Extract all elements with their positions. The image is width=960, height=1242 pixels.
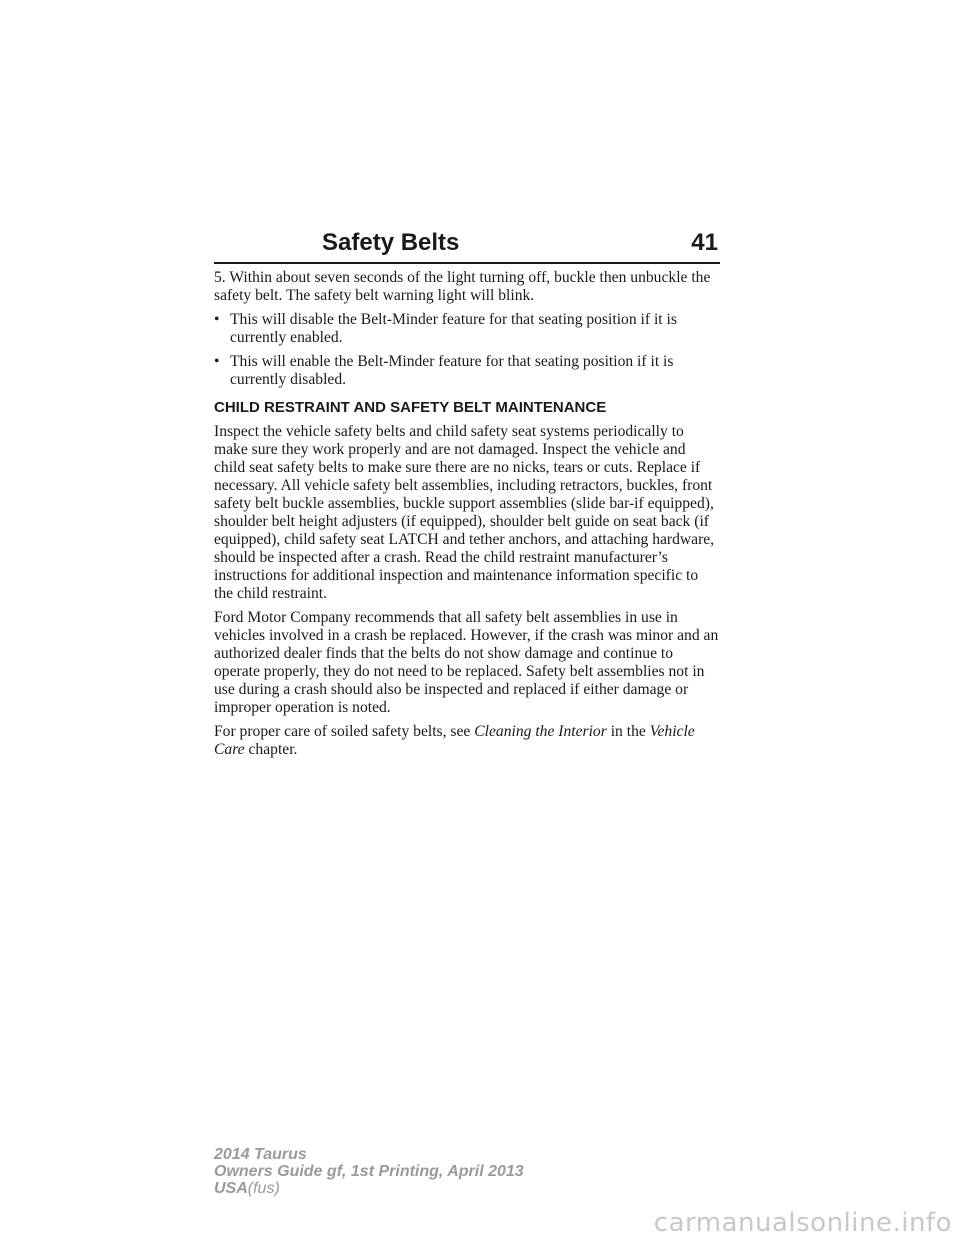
paragraph-3-suffix: chapter. — [248, 741, 298, 758]
bullet-icon: • — [214, 311, 220, 328]
bullet-icon: • — [214, 353, 220, 370]
page-content — [214, 269, 720, 765]
bullet-text: This will disable the Belt-Minder feature for that seating position if it is currently enabled. — [230, 311, 677, 346]
step-5-text: 5. Within about seven seconds of the light turning off, buckle then unbuckle the safety belt. The safety belt warning light will blink. — [214, 269, 711, 304]
cleaning-interior-reference: Cleaning the Interior — [474, 723, 607, 740]
footer-region-code: (fus) — [247, 1180, 280, 1197]
bullet-text: This will enable the Belt-Minder feature for that seating position if it is currently disabled. — [230, 353, 674, 388]
page-footer — [214, 1146, 524, 1197]
footer-line-3 — [214, 1180, 524, 1197]
bullet-item — [214, 353, 720, 389]
site-watermark: carmanualsonline.info — [653, 1208, 952, 1238]
maintenance-paragraph-2: Ford Motor Company recommends that all safety belt assemblies in use in vehicles involved in a crash be replaced. However, if the crash was minor and an authorized dealer finds that the belts do not show damage and continue to operate properly, they do not need to be replaced. Safety belt assemblies not in use during a crash should also be inspected and replaced if either damage or improper operation is noted. — [214, 609, 719, 716]
page-header — [214, 228, 720, 264]
maintenance-paragraph-1: Inspect the vehicle safety belts and child safety seat systems periodically to make sure they work properly and are not damaged. Inspect the vehicle and child seat safety belts to make sure there are no nicks, tears or cuts. Replace if necessary. All vehicle safety belt assemblies, including retractors, buckles, front safety belt buckle assemblies, buckle support assemblies (slide bar-if equipped), shoulder belt height adjusters (if equipped), shoulder belt guide on seat back (if equipped), child safety seat LATCH and tether anchors, and attaching hardware, should be inspected after a crash. Read the child restraint manufacturer’s instructions for additional inspection and maintenance information specific to the child restraint. — [214, 423, 715, 602]
chapter-title: Safety Belts — [322, 229, 460, 256]
vehicle-care-reference: Vehicle Care — [214, 723, 695, 758]
footer-region: USA — [214, 1180, 248, 1197]
paragraph-3-prefix: For proper care of soiled safety belts, see — [214, 723, 471, 740]
page-number: 41 — [691, 229, 718, 256]
section-heading: CHILD RESTRAINT AND SAFETY BELT MAINTENANCE — [214, 399, 607, 416]
maintenance-paragraph-3 — [214, 723, 720, 759]
bullet-item — [214, 311, 720, 347]
footer-line-1: 2014 Taurus — [214, 1146, 307, 1163]
footer-line-2: Owners Guide gf, 1st Printing, April 2013 — [214, 1163, 524, 1180]
paragraph-3-middle: in the — [610, 723, 646, 740]
